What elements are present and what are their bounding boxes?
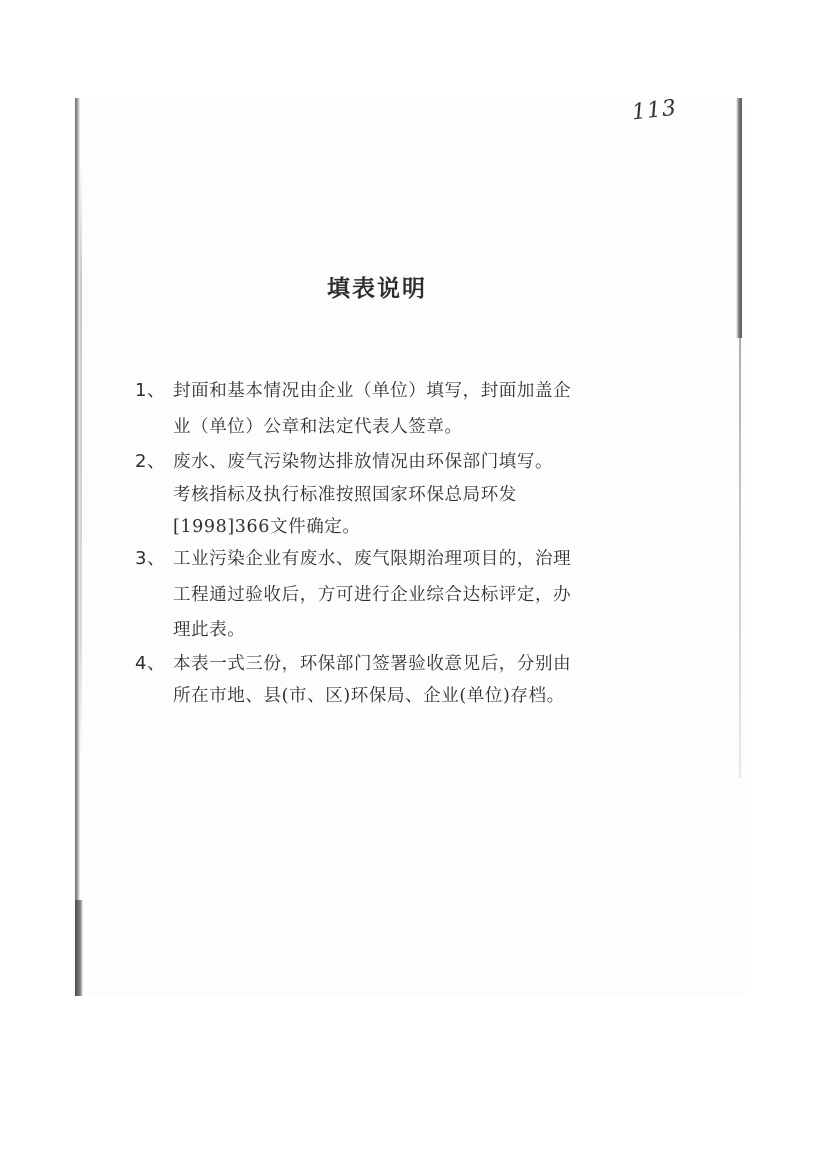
instruction-line: 理此表。	[173, 620, 246, 640]
item-number: 4、	[135, 653, 166, 674]
instruction-line: 本表一式三份，环保部门签署验收意见后，分别由	[173, 654, 572, 674]
item-number: 2、	[135, 451, 166, 472]
instruction-line: 考核指标及执行标准按照国家环保总局环发	[173, 485, 517, 505]
instruction-item-4	[135, 652, 571, 676]
scan-shadow-bottom-left	[75, 900, 83, 996]
instruction-line: 所在市地、县(市、区)环保局、企业(单位)存档。	[173, 686, 565, 706]
instruction-item-1	[135, 379, 571, 403]
instruction-line: 废水、废气污染物达排放情况由环保部门填写。	[173, 452, 554, 472]
scan-shadow-left-inner	[80, 160, 82, 760]
page-title: 填表说明	[327, 276, 427, 302]
instruction-line: [1998]366文件确定。	[173, 517, 361, 537]
handwritten-page-number: 113	[630, 95, 679, 126]
instruction-line: 工业污染企业有废水、废气限期治理项目的，治理	[173, 549, 572, 569]
instruction-line: 工程通过验收后，方可进行企业综合达标评定，办	[173, 585, 572, 605]
instruction-line: 业（单位）公章和法定代表人签章。	[173, 417, 463, 437]
instruction-line: 封面和基本情况由企业（单位）填写，封面加盖企	[173, 381, 572, 401]
instruction-item-2	[135, 450, 553, 474]
item-number: 3、	[135, 548, 166, 569]
instruction-item-3	[135, 547, 571, 571]
scan-shadow-right-faint	[739, 338, 741, 778]
item-number: 1、	[135, 380, 166, 401]
